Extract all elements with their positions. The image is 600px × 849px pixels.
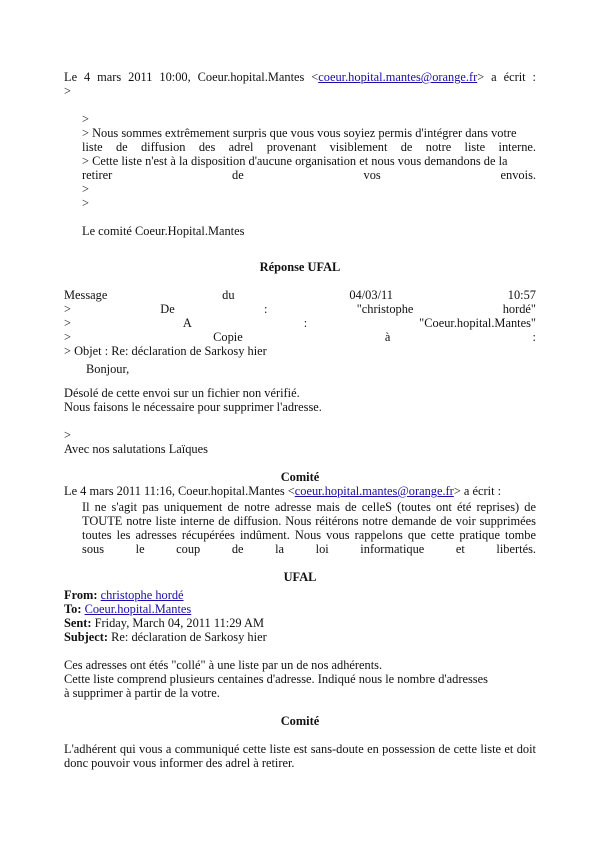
ufal2-body-line: à supprimer à partir de la votre. <box>64 686 220 700</box>
reply1-objet: > Objet : Re: déclaration de Sarkosy hier <box>64 344 267 358</box>
ufal2-heading: UFAL <box>283 570 317 584</box>
de-last: hordé" <box>502 302 536 316</box>
reply1-greeting: Bonjour, <box>86 362 130 376</box>
from-link[interactable]: christophe hordé <box>100 588 184 602</box>
document-page <box>64 70 536 770</box>
reply1-a-row <box>64 316 536 330</box>
quote1-body <box>64 112 536 238</box>
reply1-heading: Réponse UFAL <box>259 260 341 274</box>
message-time: 10:57 <box>507 288 536 302</box>
colon: : <box>532 330 536 344</box>
quote1-line: > <box>82 112 89 126</box>
comite1-header-prefix: Le 4 mars 2011 11:16, Coeur.hopital.Mantes < <box>64 484 295 498</box>
message-du: du <box>222 288 235 302</box>
quote1-line: > <box>82 182 89 196</box>
comite2-line: L'adhérent qui vous a communiqué cette liste est sans-doute en possession de cette liste et doit <box>64 742 536 756</box>
comite2-heading: Comité <box>280 714 320 728</box>
message-date: 04/03/11 <box>349 288 393 302</box>
ufal2-from <box>64 588 536 602</box>
quote1-line: liste de diffusion des adrel provenant visiblement de notre liste interne. <box>82 140 536 154</box>
comite2-line: donc pouvoir vous informer des adrel à retirer. <box>64 756 295 770</box>
quote1-header <box>64 70 536 84</box>
ufal2-body-line: Cette liste comprend plusieurs centaines d'adresse. Indiqué nous le nombre d'adresses <box>64 672 488 686</box>
subject-label: Subject: <box>64 630 109 644</box>
comite1-header <box>64 484 536 498</box>
reply1-body-line: Désolé de cette envoi sur un fichier non vérifié. <box>64 386 300 400</box>
comite1-line: TOUTE notre liste interne de diffusion. Nous réitérons notre demande de voir supprimées <box>82 514 536 528</box>
comite1-header-suffix: > a écrit : <box>453 484 502 498</box>
to-label: To: <box>64 602 82 616</box>
quote1-header-suffix: > a écrit : <box>477 70 536 84</box>
copie-a: à <box>384 330 391 344</box>
quote1-email-link[interactable]: coeur.hopital.mantes@orange.fr <box>318 70 478 84</box>
sent-value: Friday, March 04, 2011 11:29 AM <box>94 616 264 630</box>
quote1-header-prefix: Le 4 mars 2011 10:00, Coeur.hopital.Mantes < <box>64 70 319 84</box>
reply1-gt: > <box>64 428 71 442</box>
quote1-gt: > <box>64 84 71 98</box>
message-label: Message <box>64 288 108 302</box>
reply1-de-row <box>64 302 536 316</box>
reply1-copie-row <box>64 330 536 344</box>
copie-label: Copie <box>213 330 243 344</box>
ufal2-sent <box>64 616 536 630</box>
comite1-email-link[interactable]: coeur.hopital.mantes@orange.fr <box>294 484 454 498</box>
gt-marker: > <box>64 330 71 344</box>
ufal2-subject <box>64 630 536 644</box>
from-label: From: <box>64 588 98 602</box>
a-value: "Coeur.hopital.Mantes" <box>419 316 536 330</box>
reply1-message-row <box>64 288 536 302</box>
de-label: De <box>160 302 175 316</box>
de-first: "christophe <box>356 302 414 316</box>
comite1-heading: Comité <box>280 470 320 484</box>
sent-label: Sent: <box>64 616 92 630</box>
quote1-line: > Nous sommes extrêmement surpris que vous vous soyiez permis d'intégrer dans votre <box>82 126 517 140</box>
quote1-line: retirer de vos envois. <box>82 168 536 182</box>
colon: : <box>264 302 268 316</box>
comite1-line: sous le coup de la loi informatique et libertés. <box>82 542 536 556</box>
to-link[interactable]: Coeur.hopital.Mantes <box>84 602 192 616</box>
reply1-closing: Avec nos salutations Laïques <box>64 442 208 456</box>
subject-value: Re: déclaration de Sarkosy hier <box>111 630 267 644</box>
ufal2-body-line: Ces adresses ont étés "collé" à une liste par un de nos adhérents. <box>64 658 383 672</box>
ufal2-to <box>64 602 536 616</box>
comite1-body <box>64 500 536 556</box>
gt-marker: > <box>64 302 71 316</box>
reply1-body-line: Nous faisons le nécessaire pour supprimer l'adresse. <box>64 400 322 414</box>
quote1-line: > <box>82 196 89 210</box>
comite1-line: Il ne s'agit pas uniquement de notre adresse mais de celleS (toutes ont été reprises) de <box>82 500 536 514</box>
quote1-signature: Le comité Coeur.Hopital.Mantes <box>82 224 245 238</box>
a-label: A <box>182 316 192 330</box>
gt-marker: > <box>64 316 71 330</box>
quote1-line: > Cette liste n'est à la disposition d'aucune organisation et nous vous demandons de la <box>82 154 508 168</box>
colon: : <box>303 316 308 330</box>
comite1-line: toutes les adresses récupérées indûment. Nous vous rappelons que cette pratique tombe <box>82 528 536 542</box>
